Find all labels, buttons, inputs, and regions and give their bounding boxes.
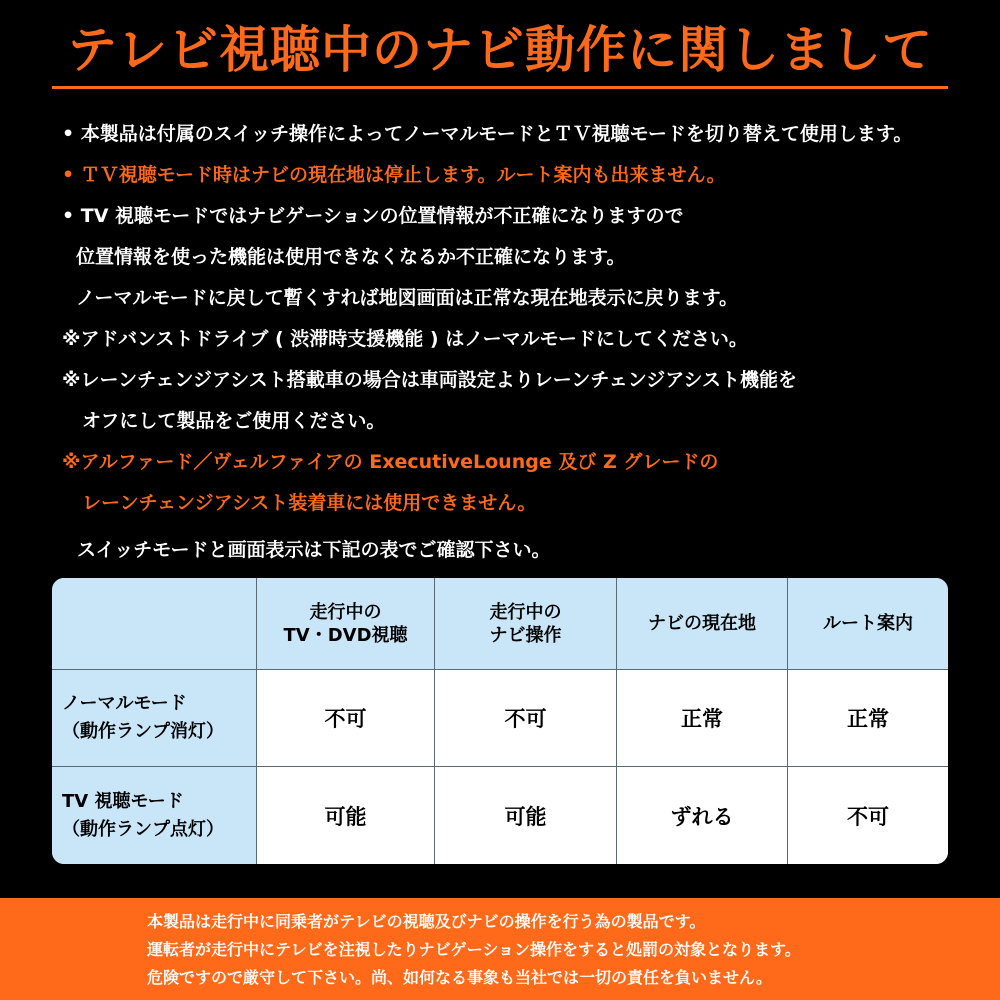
header-navi-operation [435,578,617,670]
header-current-location: ナビの現在地 [617,578,788,670]
footer-line: 危険ですので厳守して下さい。尚、如何なる事象も当社では一切の責任を負いません。 [147,968,772,987]
footer-line: 本製品は走行中に同乗者がテレビの視聴及びナビの操作を行う為の製品です。 [147,912,706,931]
note-line: ノーマルモードに戻して暫くすれば地図画面は正常な現在地表示に戻ります。 [76,287,739,309]
table-cell: 正常 [788,670,948,767]
table-cell: ずれる [617,767,788,864]
header-text: 走行中の [489,601,562,623]
note-line: ※レーンチェンジアシスト搭載車の場合は車両設定よりレーンチェンジアシスト機能を [62,369,797,391]
note-line: オフにして製品をご使用ください。 [82,410,386,432]
row-label-text: TV 視聴モード [62,790,184,812]
page-title: テレビ視聴中のナビ動作に関しまして [67,21,933,79]
footer-line: 運転者が走行中にテレビを注視したりナビゲーション操作をすると処罰の対象となります。 [147,940,801,959]
notes-list [62,114,962,571]
mode-table [52,578,948,864]
note-line-warning: • ＴＶ視聴モード時はナビの現在地は停止します。ルート案内も出来ません。 [62,164,726,186]
row-label-text: ノーマルモード [62,693,187,714]
row-label-text: （動作ランプ点灯） [62,818,224,840]
table-cell: 可能 [257,767,435,864]
header-text: TV・DVD視聴 [283,624,408,646]
table-intro: スイッチモードと画面表示は下記の表でご確認下さい。 [77,539,551,561]
note-line-warning: ※アルファード／ヴェルファイアの ExecutiveLounge 及び Z グレードの [62,451,719,473]
row-label-tv-mode [52,767,257,864]
row-label-text: （動作ランプ消灯） [62,721,224,742]
note-line: • 本製品は付属のスイッチ操作によってノーマルモードとＴＶ視聴モードを切り替えて使用します。 [62,123,913,145]
note-line-warning: レーンチェンジアシスト装着車には使用できません。 [82,492,537,514]
note-line: • TV 視聴モードではナビゲーションの位置情報が不正確になりますので [62,205,684,227]
table-corner-cell [52,578,257,670]
table-cell: 正常 [617,670,788,767]
title-divider [52,86,948,89]
header-tv-dvd [257,578,435,670]
footer-warning-banner [0,898,1000,1000]
table-cell: 不可 [257,670,435,767]
table-cell: 不可 [788,767,948,864]
row-label-normal-mode [52,670,257,767]
header-text: 走行中の [309,601,382,623]
note-line: 位置情報を使った機能は使用できなくなるか不正確になります。 [76,246,626,268]
table-row [52,670,948,767]
header-route-guidance: ルート案内 [788,578,948,670]
table-cell: 可能 [435,767,617,864]
table-row [52,767,948,864]
table-cell: 不可 [435,670,617,767]
table-header-row [52,578,948,670]
header-text: ナビ操作 [489,624,562,646]
note-line: ※アドバンストドライブ ( 渋滞時支援機能 ) はノーマルモードにしてください。 [62,328,748,350]
